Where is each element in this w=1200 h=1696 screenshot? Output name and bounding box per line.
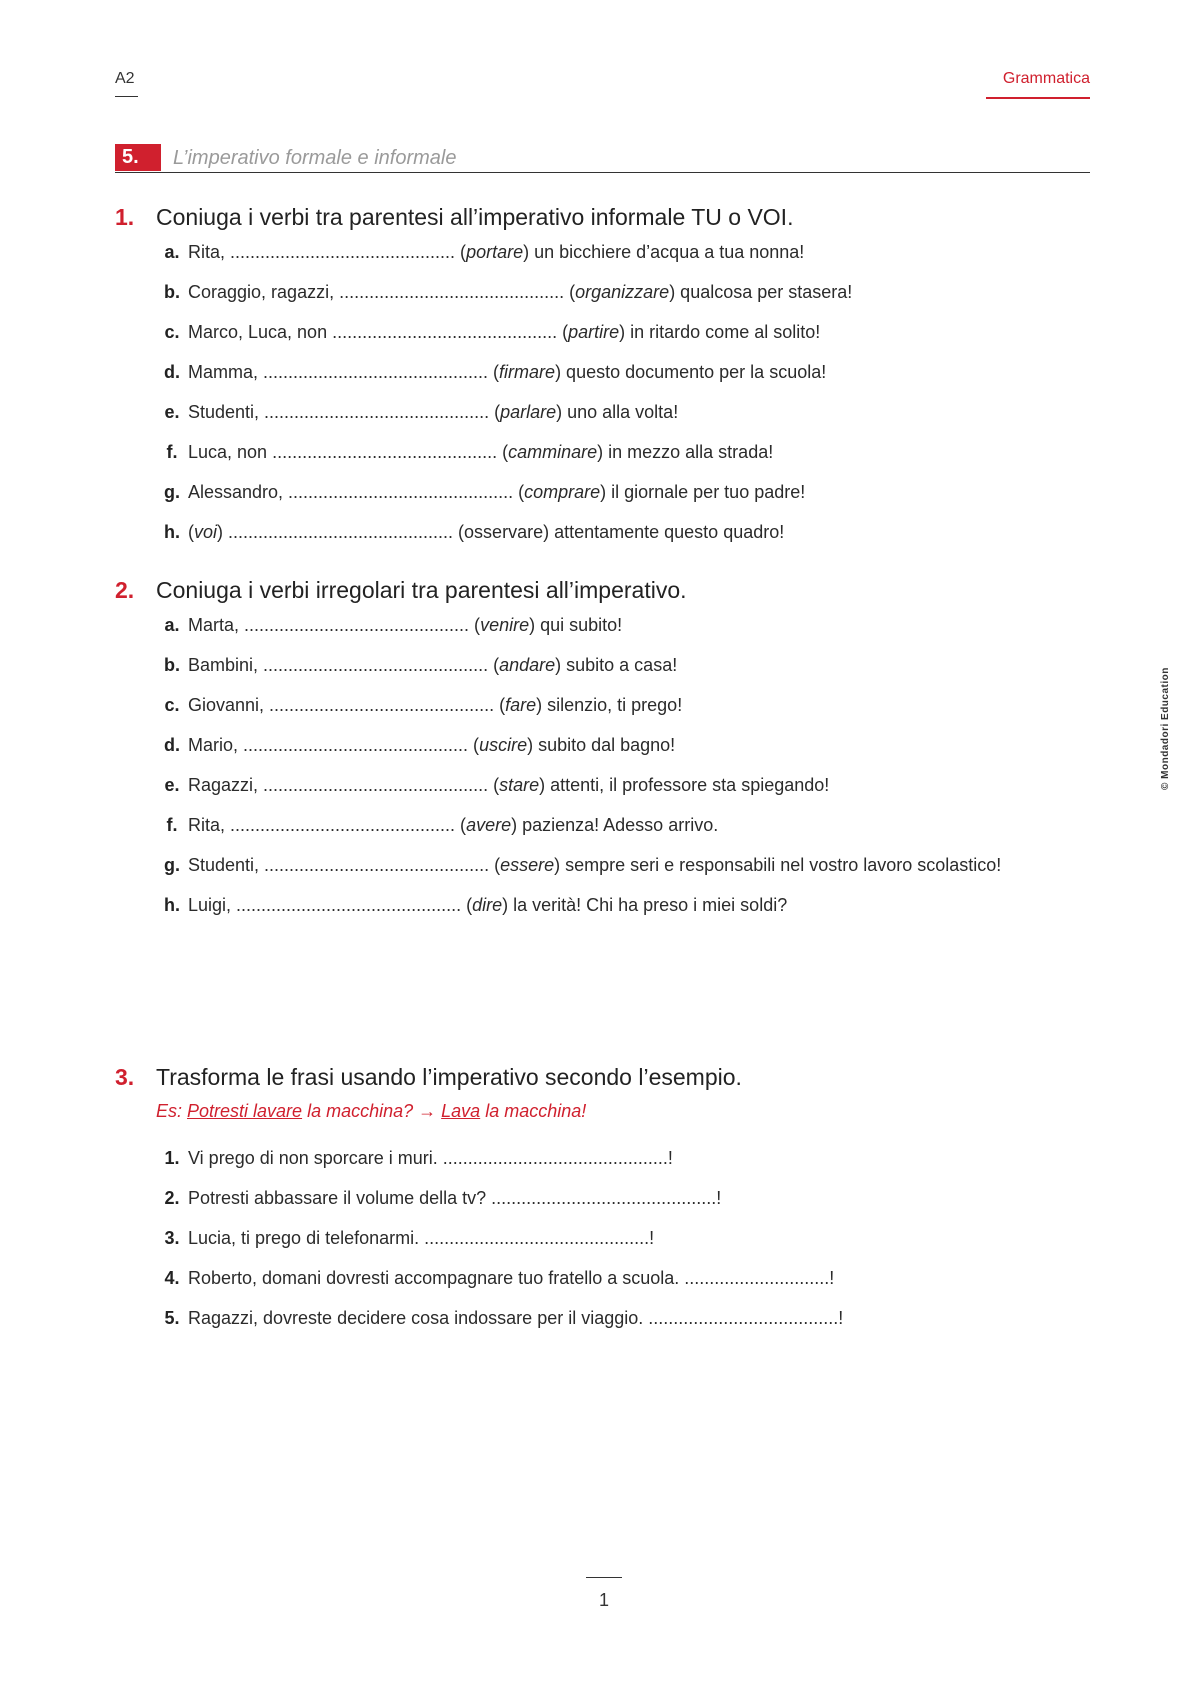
item-letter: 1. — [164, 1148, 180, 1168]
exercise-2-items — [115, 611, 1090, 931]
item-sentence — [188, 358, 1090, 398]
item-text-before: Coraggio, ragazzi, ............................................. ( — [188, 282, 576, 302]
level-label: A2 — [115, 70, 135, 87]
list-item — [115, 398, 1090, 438]
item-letter: 2. — [164, 1188, 180, 1208]
list-item — [115, 438, 1090, 478]
item-sentence — [188, 398, 1090, 438]
item-verb: essere — [500, 855, 555, 875]
item-letter: 3. — [164, 1228, 180, 1248]
item-sentence — [188, 811, 1090, 851]
section-underline — [986, 97, 1090, 99]
item-text-before: Alessandro, ............................................. ( — [188, 482, 525, 502]
item-text-after: ) in ritardo come al solito! — [619, 322, 821, 342]
item-letter: d. — [164, 735, 180, 755]
list-item — [115, 358, 1090, 398]
item-text-after: ) in mezzo alla strada! — [597, 442, 774, 462]
list-item — [115, 771, 1090, 811]
item-letter: 5. — [164, 1308, 180, 1328]
exercise-1 — [115, 200, 1090, 558]
chapter-title-bar — [115, 144, 1090, 173]
page-number: 1 — [598, 1590, 609, 1610]
example-line — [156, 1094, 1090, 1128]
exercise-1-items — [115, 238, 1090, 558]
list-item — [115, 651, 1090, 691]
item-letter: 4. — [164, 1268, 180, 1288]
list-item — [115, 478, 1090, 518]
exercise-2-heading — [115, 573, 1090, 607]
item-verb: uscire — [479, 735, 528, 755]
list-item — [115, 891, 1090, 931]
item-sentence — [188, 478, 1090, 518]
item-text-before: Marta, ............................................. ( — [188, 615, 481, 635]
item-letter: b. — [164, 655, 180, 675]
item-letter: g. — [164, 855, 180, 875]
exercise-1-heading — [115, 200, 1090, 234]
item-verb: partire — [568, 322, 620, 342]
item-letter: c. — [164, 322, 180, 342]
item-text-before: Bambini, ............................................. ( — [188, 655, 500, 675]
item-sentence — [188, 651, 1090, 691]
item-text-after: ) il giornale per tuo padre! — [600, 482, 806, 502]
chapter-number: 5. — [115, 144, 161, 171]
item-text-after: ) silenzio, ti prego! — [536, 695, 683, 715]
exercise-2 — [115, 573, 1090, 931]
item-sentence — [188, 611, 1090, 651]
item-text-after: ) la verità! Chi ha preso i miei soldi? — [502, 895, 788, 915]
item-sentence — [188, 851, 1090, 891]
item-text-before: Giovanni, ............................................. ( — [188, 695, 506, 715]
item-sentence: Ragazzi, dovreste decidere cosa indossare per il viaggio. ......................................! — [188, 1308, 844, 1328]
item-verb: dire — [472, 895, 503, 915]
example-answer: Lava — [441, 1101, 481, 1121]
exercise-3-heading — [115, 1060, 1090, 1094]
example-prefix: Es: — [156, 1101, 188, 1121]
item-letter: g. — [164, 482, 180, 502]
list-item — [115, 1224, 1090, 1264]
item-text-before: Ragazzi, ............................................. ( — [188, 775, 500, 795]
list-item — [115, 1304, 1090, 1344]
item-text-before: Studenti, ............................................. ( — [188, 855, 501, 875]
level-underline — [115, 96, 138, 97]
item-text-after: ) uno alla volta! — [556, 402, 679, 422]
item-sentence — [188, 691, 1090, 731]
item-verb: fare — [505, 695, 537, 715]
example-answer-rest: la macchina! — [480, 1101, 587, 1121]
item-text-before: Luigi, ............................................. ( — [188, 895, 473, 915]
item-sentence — [188, 518, 1090, 558]
example-question: Potresti lavare — [187, 1101, 303, 1121]
item-letter: e. — [164, 775, 180, 795]
item-sentence — [188, 238, 1090, 278]
item-verb: avere — [466, 815, 512, 835]
item-text-after: ) ............................................. (osservare) attentamente questo quadro! — [217, 522, 785, 542]
item-sentence — [188, 318, 1090, 358]
item-letter: b. — [164, 282, 180, 302]
list-item — [115, 318, 1090, 358]
item-letter: a. — [164, 615, 180, 635]
item-text-before: Rita, ............................................. ( — [188, 815, 467, 835]
item-text-before: Rita, ............................................. ( — [188, 242, 467, 262]
item-verb: voi — [194, 522, 218, 542]
list-item — [115, 1264, 1090, 1304]
item-verb: portare — [466, 242, 524, 262]
item-letter: h. — [164, 522, 180, 542]
item-text-before: Luca, non ............................................. ( — [188, 442, 509, 462]
item-text-after: ) qui subito! — [529, 615, 623, 635]
item-text-before: Marco, Luca, non ............................................. ( — [188, 322, 569, 342]
item-sentence — [188, 438, 1090, 478]
item-letter: f. — [166, 442, 178, 462]
item-sentence: Vi prego di non sporcare i muri. .............................................! — [188, 1148, 673, 1168]
item-letter: h. — [164, 895, 180, 915]
item-letter: a. — [164, 242, 180, 262]
list-item — [115, 811, 1090, 851]
item-sentence — [188, 731, 1090, 771]
item-text-before: Mario, ............................................. ( — [188, 735, 480, 755]
item-text-after: ) subito dal bagno! — [527, 735, 676, 755]
item-text-before: Studenti, ............................................. ( — [188, 402, 501, 422]
item-verb: parlare — [500, 402, 557, 422]
item-text-before: Mamma, ............................................. ( — [188, 362, 500, 382]
item-text-after: ) un bicchiere d’acqua a tua nonna! — [523, 242, 805, 262]
item-verb: venire — [480, 615, 530, 635]
item-text-after: ) questo documento per la scuola! — [555, 362, 827, 382]
item-verb: organizzare — [575, 282, 670, 302]
item-sentence — [188, 278, 1090, 318]
item-verb: stare — [499, 775, 540, 795]
exercise-number: 1. — [115, 203, 135, 230]
item-letter: f. — [166, 815, 178, 835]
item-sentence: Potresti abbassare il volume della tv? .............................................! — [188, 1188, 722, 1208]
item-text-after: ) subito a casa! — [555, 655, 678, 675]
item-verb: andare — [499, 655, 556, 675]
list-item — [115, 691, 1090, 731]
item-letter: e. — [164, 402, 180, 422]
item-sentence — [188, 891, 1090, 931]
item-verb: comprare — [524, 482, 601, 502]
list-item — [115, 731, 1090, 771]
exercise-number: 3. — [115, 1063, 135, 1090]
item-text-after: ) attenti, il professore sta spiegando! — [539, 775, 830, 795]
item-sentence: Lucia, ti prego di telefonarmi. .............................................! — [188, 1228, 655, 1248]
example-question-rest: la macchina? → — [302, 1101, 442, 1121]
list-item — [115, 278, 1090, 318]
page-number-rule — [586, 1577, 622, 1578]
item-verb: camminare — [508, 442, 598, 462]
exercise-number: 2. — [115, 576, 135, 603]
exercise-instruction: Coniuga i verbi tra parentesi all’imperativo informale TU o VOI. — [156, 203, 794, 230]
item-text-after: ) sempre seri e responsabili nel vostro lavoro scolastico! — [554, 855, 1002, 875]
section-label: Grammatica — [1002, 70, 1090, 87]
list-item — [115, 238, 1090, 278]
item-sentence: Roberto, domani dovresti accompagnare tuo fratello a scuola. .............................! — [188, 1268, 835, 1288]
copyright-note: © Mondadori Education — [1160, 667, 1171, 790]
exercise-instruction: Coniuga i verbi irregolari tra parentesi all’imperativo. — [156, 576, 687, 603]
list-item — [115, 1144, 1090, 1184]
item-letter: c. — [164, 695, 180, 715]
item-verb: firmare — [499, 362, 556, 382]
item-sentence — [188, 771, 1090, 811]
list-item — [115, 1184, 1090, 1224]
exercise-3-items — [115, 1144, 1090, 1344]
chapter-title: L’imperativo formale e informale — [173, 147, 457, 169]
list-item — [115, 518, 1090, 558]
item-text-after: ) pazienza! Adesso arrivo. — [511, 815, 719, 835]
exercise-3 — [115, 1060, 1090, 1344]
exercise-instruction: Trasforma le frasi usando l’imperativo secondo l’esempio. — [156, 1063, 742, 1090]
item-text-before: ( — [188, 522, 194, 542]
item-text-after: ) qualcosa per stasera! — [669, 282, 853, 302]
item-letter: d. — [164, 362, 180, 382]
list-item — [115, 611, 1090, 651]
list-item — [115, 851, 1090, 891]
